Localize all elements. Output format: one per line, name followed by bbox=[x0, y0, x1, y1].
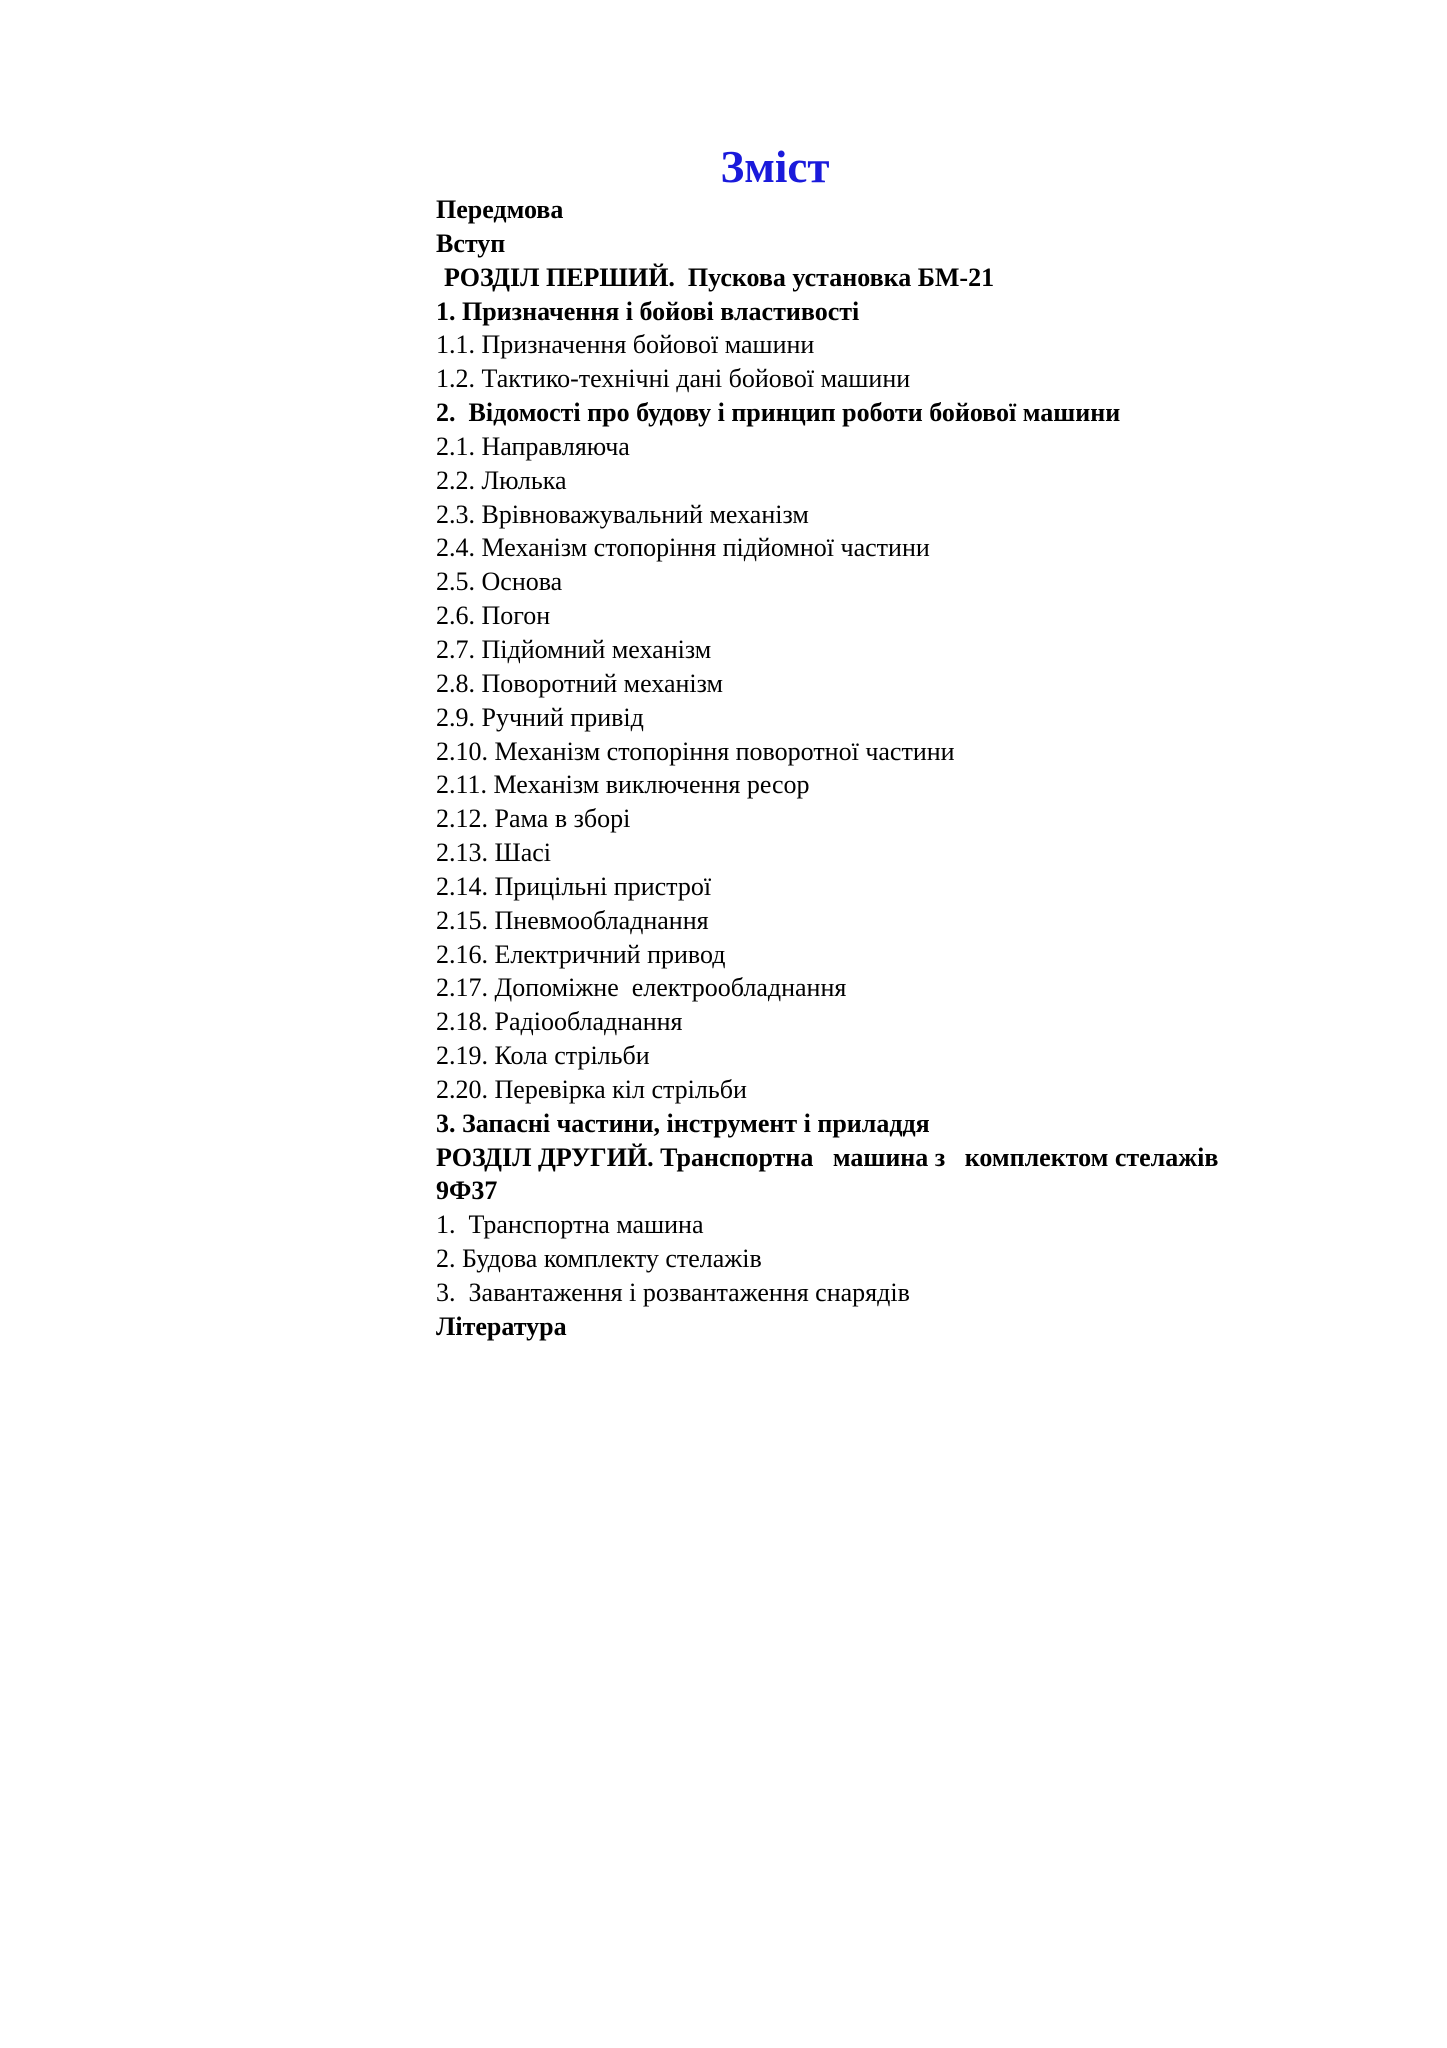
toc-entry: 2.19. Кола стрільби bbox=[436, 1041, 650, 1071]
toc-entry: 2.4. Механізм стопоріння підйомної частини bbox=[436, 533, 930, 563]
toc-entry: 2. Будова комплекту стелажів bbox=[436, 1244, 762, 1274]
toc-entry: 2.13. Шасі bbox=[436, 838, 552, 868]
toc-entry: 2.7. Підйомний механізм bbox=[436, 634, 712, 664]
toc-entry: 2.5. Основа bbox=[436, 567, 563, 597]
toc-entry: 2.10. Механізм стопоріння поворотної частини bbox=[436, 736, 955, 766]
toc-entry: 3. Завантаження і розвантаження снарядів bbox=[436, 1278, 910, 1307]
toc-heading: РОЗДІЛ ДРУГИЙ. Транспортна машина з комплектом стелажів bbox=[436, 1142, 1219, 1172]
toc-heading: 9Ф37 bbox=[436, 1176, 498, 1206]
toc-heading: Література bbox=[436, 1311, 567, 1341]
toc-entry: 2.9. Ручний привід bbox=[436, 702, 644, 732]
toc-entry: 2.8. Поворотний механізм bbox=[436, 668, 723, 698]
toc-entry: 2.1. Направляюча bbox=[436, 431, 630, 461]
toc-entry: 2.17. Допоміжне електрообладнання bbox=[436, 973, 847, 1003]
toc-entry: 2.11. Механізм виключення ресор bbox=[436, 770, 810, 800]
toc-entry: 2.16. Електричний привод bbox=[436, 939, 726, 969]
toc-heading: 3. Запасні частини, інструмент і приладдя bbox=[436, 1108, 930, 1138]
toc-entry: 2.14. Прицільні пристрої bbox=[436, 871, 712, 901]
toc-heading: Передмова bbox=[436, 195, 564, 224]
toc-entry: 2.15. Пневмообладнання bbox=[436, 905, 709, 935]
toc-entry: 2.20. Перевірка кіл стрільби bbox=[436, 1074, 747, 1104]
toc-heading: 2. Відомості про будову і принцип роботи бойової машини bbox=[436, 398, 1121, 428]
table-of-contents bbox=[436, 193, 1336, 1344]
toc-heading: 1. Призначення і бойові властивості bbox=[436, 296, 860, 326]
toc-heading: РОЗДІЛ ПЕРШИЙ. Пускова установка БМ-21 bbox=[444, 262, 995, 292]
toc-entry: 1.2. Тактико-технічні дані бойової машини bbox=[436, 364, 911, 394]
toc-entry: 1. Транспортна машина bbox=[436, 1210, 704, 1240]
toc-entry: 2.2. Люлька bbox=[436, 465, 567, 495]
toc-entry: 2.3. Врівноважувальний механізм bbox=[436, 499, 809, 529]
toc-heading: Вступ bbox=[436, 228, 506, 258]
toc-entry: 2.6. Погон bbox=[436, 601, 551, 631]
toc-entry: 2.12. Рама в зборі bbox=[436, 804, 631, 834]
toc-entry: 1.1. Призначення бойової машини bbox=[436, 330, 815, 360]
toc-entry: 2.18. Радіообладнання bbox=[436, 1007, 683, 1037]
page-title: Зміст bbox=[720, 142, 830, 192]
